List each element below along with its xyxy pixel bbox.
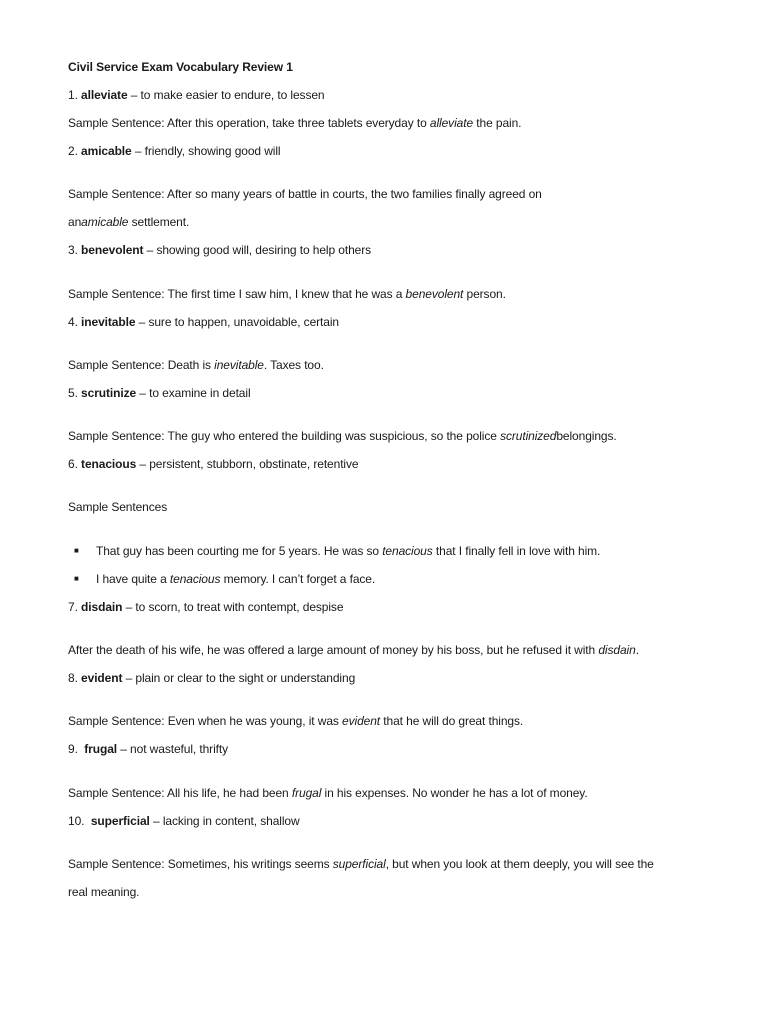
entry-term: amicable	[81, 144, 132, 158]
entry-term: alleviate	[81, 88, 128, 102]
entry-1-sample: Sample Sentence: After this operation, take three tablets everyday to alleviate the pain.	[68, 116, 522, 130]
entry-4-sample: Sample Sentence: Death is inevitable. Taxes too.	[68, 358, 324, 372]
sample-keyword: evident	[342, 714, 381, 728]
entry-10-sample-cont: real meaning.	[68, 885, 140, 899]
entry-definition: – persistent, stubborn, obstinate, retentive	[136, 457, 359, 471]
entry-number: 2.	[68, 144, 78, 158]
entry-3-heading	[68, 242, 371, 258]
entry-definition: – to scorn, to treat with contempt, despise	[122, 600, 344, 614]
entry-definition: – sure to happen, unavoidable, certain	[135, 315, 339, 329]
entry-term: frugal	[84, 742, 118, 756]
entry-term: benevolent	[81, 243, 144, 257]
bullet-icon: ■	[74, 546, 79, 555]
entry-6-bullet-1: That guy has been courting me for 5 years. He was so tenacious that I finally fell in love with him.	[96, 544, 601, 558]
entry-5-heading	[68, 385, 251, 401]
entry-5-sample: Sample Sentence: The guy who entered the building was suspicious, so the police scrutinizedbelongings.	[68, 429, 617, 443]
entry-term: superficial	[90, 814, 150, 828]
entry-10-heading	[68, 813, 300, 829]
entry-definition: – to make easier to endure, to lessen	[127, 88, 325, 102]
entry-8-heading	[68, 670, 355, 686]
entry-7-heading	[68, 599, 343, 615]
sample-keyword: scrutinized	[500, 429, 557, 443]
entry-definition: – showing good will, desiring to help others	[143, 243, 372, 257]
sample-keyword: disdain	[598, 643, 636, 657]
entry-definition: – to examine in detail	[136, 386, 251, 400]
entry-1-heading	[68, 87, 325, 103]
sample-keyword: tenacious	[382, 544, 433, 558]
entry-10-sample: Sample Sentence: Sometimes, his writings seems superficial, but when you look at them deeply, you will see the	[68, 857, 654, 871]
entry-9-sample: Sample Sentence: All his life, he had been frugal in his expenses. No wonder he has a lot of money.	[68, 786, 588, 800]
document-title: Civil Service Exam Vocabulary Review 1	[68, 60, 293, 74]
sample-keyword: superficial	[332, 857, 386, 871]
sample-keyword: alleviate	[429, 116, 474, 130]
entry-number: 10.	[68, 814, 85, 828]
entry-number: 5.	[68, 386, 78, 400]
entry-number: 8.	[68, 671, 78, 685]
entry-number: 3.	[68, 243, 78, 257]
entry-definition: – plain or clear to the sight or understanding	[122, 671, 356, 685]
entry-term: evident	[81, 671, 123, 685]
entry-definition: – not wasteful, thrifty	[117, 742, 229, 756]
entry-6-samples-heading: Sample Sentences	[68, 500, 168, 514]
entry-number: 1.	[68, 88, 78, 102]
bullet-icon: ■	[74, 574, 79, 583]
sample-keyword: tenacious	[169, 572, 221, 586]
entry-definition: – friendly, showing good will	[131, 144, 281, 158]
sample-keyword: amicable	[81, 215, 129, 229]
entry-9-heading	[68, 741, 228, 757]
entry-definition: – lacking in content, shallow	[149, 814, 300, 828]
entry-8-sample: Sample Sentence: Even when he was young, it was evident that he will do great things.	[68, 714, 524, 728]
entry-term: disdain	[81, 600, 123, 614]
entry-7-sample: After the death of his wife, he was offered a large amount of money by his boss, but he refused it with disdain.	[68, 643, 639, 657]
entry-2-sample-cont: anamicable settlement.	[68, 215, 190, 229]
entry-number: 9.	[68, 742, 78, 756]
entry-4-heading	[68, 314, 339, 330]
entry-6-bullet-2: I have quite a tenacious memory. I can’t forget a face.	[96, 572, 376, 586]
sample-keyword: frugal	[291, 786, 322, 800]
entry-2-heading	[68, 143, 280, 159]
entry-term: inevitable	[81, 315, 136, 329]
entry-number: 4.	[68, 315, 78, 329]
entry-number: 7.	[68, 600, 78, 614]
sample-keyword: benevolent	[405, 287, 464, 301]
sample-keyword: inevitable	[214, 358, 264, 372]
entry-term: tenacious	[81, 457, 137, 471]
entry-number: 6.	[68, 457, 78, 471]
entry-6-heading	[68, 456, 358, 472]
entry-2-sample: Sample Sentence: After so many years of battle in courts, the two families finally agreed on	[68, 187, 542, 201]
entry-3-sample: Sample Sentence: The first time I saw him, I knew that he was a benevolent person.	[68, 287, 506, 301]
entry-term: scrutinize	[81, 386, 137, 400]
